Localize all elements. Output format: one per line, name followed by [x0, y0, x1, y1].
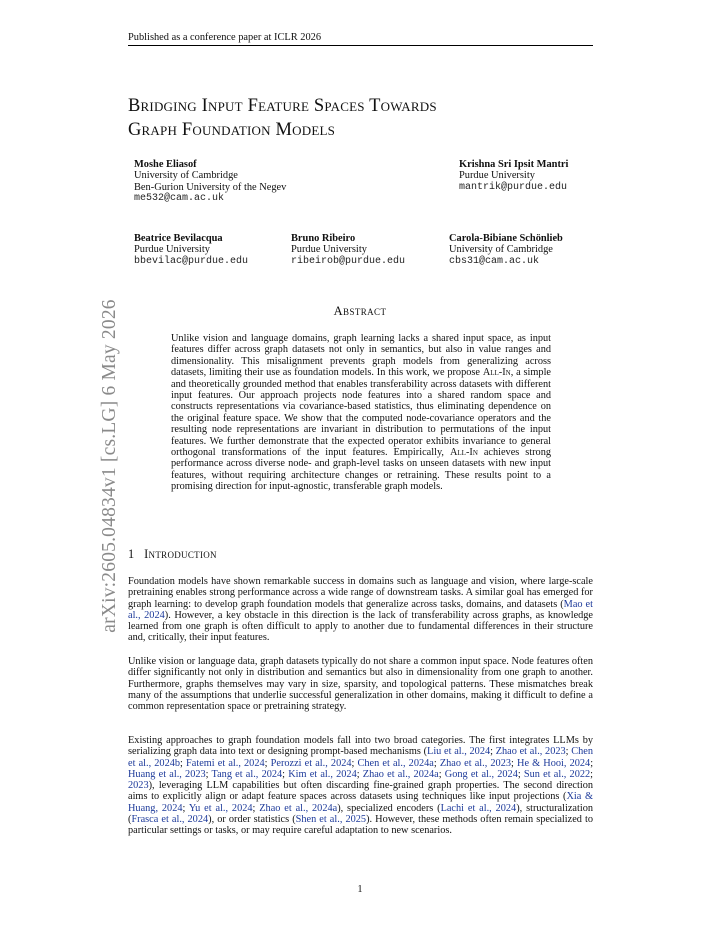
author-block — [134, 159, 286, 205]
citation-link[interactable]: Tang et al., 2024 — [211, 768, 283, 780]
author-name: Beatrice Bevilacqua — [134, 233, 223, 244]
citation-link[interactable]: Lachi et al., 2024 — [440, 802, 517, 814]
title-line-2: Graph Foundation Models — [128, 120, 336, 140]
citation-link[interactable]: Fatemi et al., 2024 — [186, 757, 265, 769]
section-number: 1 — [128, 547, 135, 561]
author-name: Krishna Sri Ipsit Mantri — [459, 159, 569, 170]
citation-link[interactable]: Zhao et al., 2023 — [439, 757, 512, 769]
citation-link[interactable]: Liu et al., 2024 — [427, 746, 491, 758]
author-affiliation: Purdue University — [459, 170, 535, 182]
citation-link[interactable]: Mao et al., 2024 — [128, 598, 593, 621]
method-name: All-In — [482, 367, 511, 379]
author-name: Moshe Eliasof — [134, 159, 197, 170]
citation-link[interactable]: Perozzi et al., 2024 — [270, 757, 352, 769]
author-email[interactable]: me532@cam.ac.uk — [134, 193, 225, 205]
abstract-text: Unlike vision and language domains, graph learning lacks a shared input space, as input features differ across graph datasets not only in semantics, but also in value ranges and dimensionality. This misalignment prevents graph models from generalizing across datasets, limiting their use as foundation models. In this work, we propose All-In, a simple and theoretically grounded method that enables transferability across datasets with different input features. Our approach projects node features into a shared random space and constructs representations via covariance-based statistics, thus eliminating dependence on the original feature space. We show that the computed node-covariance operators and the resulting node representations are invariant in distribution to permutations of the input features. We further demonstrate that the expected operator exhibits invariance to general orthogonal transformations of the input features. Empirically, All-In achieves strong performance across diverse node- and graph-level tasks on unseen datasets with new input features, without requiring architecture changes or retraining. These results point to a promising direction for input-agnostic, transferable graph models. — [171, 333, 552, 493]
author-affiliation: Purdue University — [291, 244, 367, 256]
citation-link[interactable]: Frasca et al., 2024 — [131, 814, 209, 826]
method-name: All-In — [449, 447, 478, 459]
citation-link[interactable]: He & Hooi, 2024 — [517, 757, 591, 769]
author-affiliation: University of Cambridge — [134, 170, 238, 182]
author-block — [291, 233, 405, 267]
citation-link[interactable]: Xia & Huang, 2024 — [128, 791, 593, 814]
citation-link[interactable]: Gong et al., 2024 — [444, 768, 518, 780]
intro-paragraph-2: Unlike vision or language data, graph datasets typically do not share a common input space. Node features often differ significantly not only in distribution and semantics but also in dimensionality from one graph to another. Furthermore, graphs themselves may vary in size, sparsity, and topological patterns. These mismatches break many of the assumptions that underlie successful generalization in other domains, making it difficult to define a common representation space or pretraining strategy. — [128, 656, 593, 713]
author-affiliation: University of Cambridge — [449, 244, 553, 256]
page-number: 1 — [357, 884, 363, 895]
author-block — [449, 233, 563, 267]
citation-link[interactable]: Shen et al., 2025 — [295, 814, 367, 826]
intro-paragraph-3: Existing approaches to graph foundation models fall into two broad categories. The first integrates LLMs by serializing graph data into text or designing prompt-based mechanisms (Liu et al., 2024; Zhao et al., 2023; Chen et al., 2024b; Fatemi et al., 2024; Perozzi et al., 2024; Chen et al., 2024a; Zhao et al., 2023; He & Hooi, 2024; Huang et al., 2023; Tang et al., 2024; Kim et al., 2024; Zhao et al., 2024a; Gong et al., 2024; Sun et al., 2022; 2023), leveraging LLM capabilities but often discarding fine-grained graph properties. The second direction aims to explicitly align or adapt feature spaces across datasets using techniques like input projections (Xia & Huang, 2024; Yu et al., 2024; Zhao et al., 2024a), specialized encoders (Lachi et al., 2024), structuralization (Frasca et al., 2024), or order statistics (Shen et al., 2025). However, these methods often remain specialized to particular settings or tasks, or may require careful adaptation to new scenarios. — [128, 735, 594, 837]
intro-paragraph-1: Foundation models have shown remarkable success in domains such as language and vision, where large-scale pretraining enables strong performance across a wide range of downstream tasks. A similar goal has emerged for graph learning: to develop graph foundation models that generalize across tasks, domains, and datasets (Mao et al., 2024). However, a key obstacle in this direction is the lack of transferability across graphs, as knowledge learned from one graph is often difficult to apply to another due to fundamental differences in their structure and, critically, their input features. — [128, 576, 594, 644]
header-rule — [128, 45, 593, 46]
citation-link[interactable]: Yu et al., 2024 — [188, 802, 253, 814]
section-heading — [128, 547, 217, 562]
author-email[interactable]: mantrik@purdue.edu — [459, 181, 568, 193]
citation-link[interactable]: 2023 — [128, 780, 149, 792]
citation-link[interactable]: Zhao et al., 2024a — [259, 802, 338, 814]
citation-link[interactable]: Kim et al., 2024 — [288, 768, 357, 780]
abstract-heading: Abstract — [333, 304, 387, 318]
citation-link[interactable]: Chen et al., 2024a — [357, 757, 434, 769]
citation-link[interactable]: Huang et al., 2023 — [128, 768, 206, 780]
title-line-1: Bridging Input Feature Spaces Towards — [128, 96, 437, 116]
running-header: Published as a conference paper at ICLR 2026 — [128, 32, 322, 43]
author-block — [459, 159, 568, 193]
author-affiliation: Ben-Gurion University of the Negev — [134, 181, 287, 193]
section-title: Introduction — [144, 547, 217, 561]
author-email[interactable]: ribeirob@purdue.edu — [291, 255, 406, 267]
author-email[interactable]: cbs31@cam.ac.uk — [449, 255, 540, 267]
author-name: Carola-Bibiane Schönlieb — [449, 233, 563, 244]
paper-title — [128, 94, 598, 142]
citation-link[interactable]: Zhao et al., 2024a — [362, 768, 439, 780]
author-email[interactable]: bbevilac@purdue.edu — [134, 255, 249, 267]
author-name: Bruno Ribeiro — [291, 233, 356, 244]
author-block — [134, 233, 248, 267]
citation-link[interactable]: Chen et al., 2024b — [128, 746, 593, 769]
citation-link[interactable]: Zhao et al., 2023 — [495, 746, 566, 758]
citation-link[interactable]: Sun et al., 2022 — [523, 768, 591, 780]
arxiv-sidebar-stamp: arXiv:2605.04834v1 [cs.LG] 6 May 2026 — [99, 299, 120, 633]
author-affiliation: Purdue University — [134, 244, 210, 256]
